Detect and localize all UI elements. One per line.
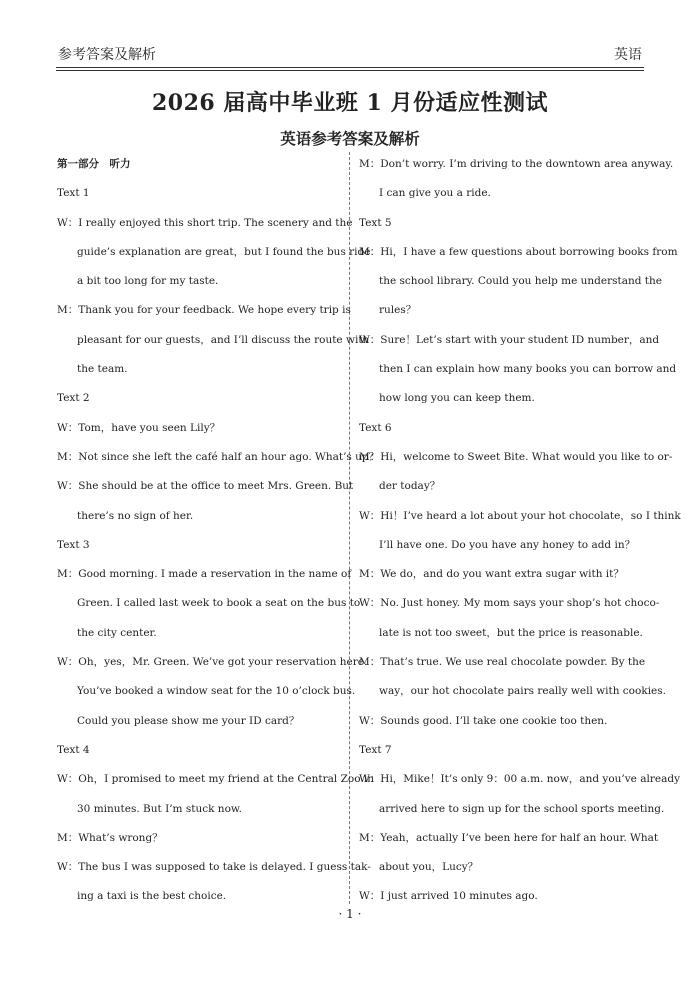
text-label: Text 3 (57, 538, 90, 551)
dialogue-line: then I can explain how many books you can borrow and (379, 363, 677, 376)
dialogue-line: M：What’s wrong？ (57, 831, 163, 844)
dialogue-line: der today？ (379, 480, 441, 493)
dialogue-line: ing a taxi is the best choice. (77, 890, 227, 903)
page-number: · 1 · (338, 907, 362, 921)
dialogue-line: M：Yeah，actually I’ve been here for half an hour. What (359, 831, 659, 844)
dialogue-line: pleasant for our guests，and I’ll discuss the route with (77, 333, 370, 346)
header-right: 英语 (614, 47, 642, 63)
text-label: Text 7 (359, 743, 392, 756)
dialogue-line: W：Oh，yes，Mr. Green. We’ve got your reservation here. (57, 656, 368, 669)
dialogue-line: You’ve booked a window seat for the 10 o’clock bus. (77, 685, 356, 698)
dialogue-line: W：Hi，Mike！It’s only 9：00 a.m. now，and you’ve already (359, 773, 680, 786)
dialogue-line: Green. I called last week to book a seat on the bus to (77, 597, 361, 610)
text-label: Text 5 (359, 216, 392, 229)
dialogue-line: I can give you a ride. (379, 187, 491, 200)
header-rule-thin (56, 70, 644, 71)
dialogue-line: W：Sure！Let’s start with your student ID number，and (359, 333, 660, 346)
right-column (359, 150, 681, 912)
dialogue-line: W：She should be at the office to meet Mrs. Green. But (57, 480, 354, 493)
dialogue-line: M：Hi，welcome to Sweet Bite. What would you like to or- (359, 450, 673, 463)
dialogue-line: M：Hi，I have a few questions about borrowing books from (359, 245, 678, 258)
dialogue-line: W：The bus I was supposed to take is delayed. I guess tak- (57, 861, 371, 874)
dialogue-line: W：Tom，have you seen Lily？ (57, 421, 221, 434)
text-label: Text 2 (57, 392, 90, 405)
dialogue-line: way，our hot chocolate pairs really well with cookies. (379, 685, 666, 698)
dialogue-line: Could you please show me your ID card？ (77, 714, 300, 727)
dialogue-line: I’ll have one. Do you have any honey to add in？ (379, 538, 636, 551)
dialogue-line: W：Hi！I’ve heard a lot about your hot chocolate，so I think (359, 509, 681, 522)
dialogue-line: guide’s explanation are great，but I found the bus ride (77, 245, 371, 258)
dialogue-line: M：That’s true. We use real chocolate powder. By the (359, 656, 646, 669)
dialogue-line: M：We do，and do you want extra sugar with it？ (359, 568, 624, 581)
dialogue-line: rules？ (379, 304, 417, 317)
dialogue-line: M：Don’t worry. I’m driving to the downtown area anyway. (359, 158, 674, 170)
dialogue-line: W：No. Just honey. My mom says your shop’s hot choco- (359, 597, 660, 610)
dialogue-line: M：Good morning. I made a reservation in the name of (57, 568, 352, 581)
text-label: Text 6 (359, 421, 392, 434)
dialogue-line: M：Thank you for your feedback. We hope every trip is (57, 304, 351, 317)
dialogue-line: 30 minutes. But I’m stuck now. (77, 802, 242, 815)
dialogue-line: there’s no sign of her. (77, 509, 194, 522)
text-label: Text 4 (57, 743, 90, 756)
section-heading: 第一部分 听力 (57, 158, 131, 170)
dialogue-line: late is not too sweet，but the price is reasonable. (379, 626, 643, 639)
page-subtitle: 英语参考答案及解析 (280, 130, 420, 148)
dialogue-line: W：Oh，I promised to meet my friend at the Central Zoo in (57, 773, 374, 786)
dialogue-line: how long you can keep them. (379, 392, 535, 405)
dialogue-line: M：Not since she left the café half an hour ago. What’s up？ (57, 450, 380, 463)
dialogue-line: W：Sounds good. I’ll take one cookie too then. (359, 714, 608, 727)
dialogue-line: W：I just arrived 10 minutes ago. (359, 890, 538, 903)
header-left: 参考答案及解析 (58, 47, 156, 63)
header-rule (56, 67, 644, 68)
dialogue-line: a bit too long for my taste. (77, 275, 219, 288)
page-title: 2026 届高中毕业班 1 月份适应性测试 (151, 90, 549, 116)
dialogue-line: the team. (77, 363, 128, 376)
dialogue-line: the city center. (77, 626, 157, 639)
text-label: Text 1 (57, 187, 90, 200)
dialogue-line: about you，Lucy？ (379, 861, 479, 874)
dialogue-line: the school library. Could you help me understand the (379, 275, 663, 288)
dialogue-line: W：I really enjoyed this short trip. The scenery and the (57, 216, 353, 229)
dialogue-line: arrived here to sign up for the school sports meeting. (379, 802, 665, 815)
